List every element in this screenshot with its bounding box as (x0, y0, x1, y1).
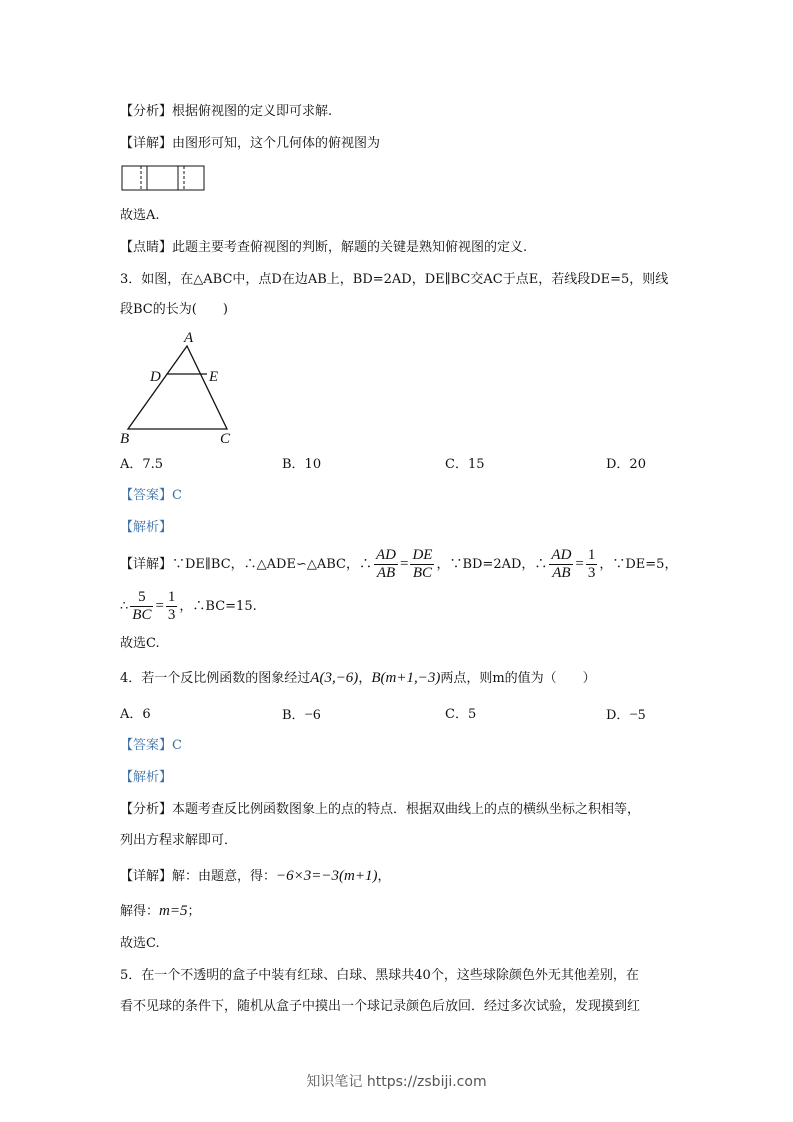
q4-answer: 【答案】C (120, 738, 182, 753)
q4-point-b: B(m+1,−3) (371, 670, 441, 686)
q4-point-a: A(3,−6) (310, 670, 359, 686)
q3-choice: 故选C. (120, 636, 160, 651)
q2-comment: 【点睛】此题主要考查俯视图的判断，解题的关键是熟知俯视图的定义. (120, 240, 528, 255)
q2-analysis: 【分析】根据俯视图的定义即可求解. (120, 104, 333, 119)
q4-option-b: B．−6 (282, 707, 321, 723)
q4-choice: 故选C. (120, 936, 160, 951)
q4-analysis-line1: 【分析】本题考查反比例函数图象上的点的特点．根据双曲线上的点的横纵坐标之积相等， (120, 802, 641, 817)
q5-stem-line1: 5．在一个不透明的盒子中装有红球、白球、黑球共40个，这些球除颜色外无其他差别，在 (120, 968, 639, 983)
q3-detail-line1: 【详解】∵DE∥BC，∴△ADE∽△ABC，∴ $\frac{AD}{AB}$ = $\frac{DE}{BC}$ ，∵BD=2AD，∴ $\frac{AD}{AB}$ = $\frac{1}{3}$ ，∵DE=5， (120, 547, 678, 581)
q3-option-d: D．20 (606, 457, 646, 472)
q4-detail-equation: −6×3=−3(m+1) (276, 868, 378, 884)
q4-analysis-line2: 列出方程求解即可． (120, 833, 238, 848)
label-b: B (120, 431, 130, 447)
q3-frac-ad-ab: $\frac{AD}{AB}$ (375, 547, 396, 581)
q4-option-d: D．−5 (606, 707, 646, 723)
q3-stem-line2: 段BC的长为( ) (120, 302, 228, 317)
q4-solve-equation: m=5 (159, 903, 188, 919)
top-view-figure (121, 165, 207, 193)
q4-stem: 4．若一个反比例函数的图象经过A(3,−6)，B(m+1,−3)两点，则m的值为（ ） (120, 670, 596, 686)
q3-option-a: A．7.5 (120, 457, 164, 472)
label-a: A (184, 330, 194, 346)
label-e: E (209, 369, 219, 385)
q4-jiexi: 【解析】 (120, 770, 173, 785)
q3-option-c: C．15 (445, 457, 485, 472)
q2-choice: 故选A. (120, 208, 160, 223)
q3-detail-line2: ∴ $\frac{5}{BC}$ = $\frac{1}{3}$ ，∴BC=15. (120, 589, 257, 623)
q3-frac-5-bc: $\frac{5}{BC}$ (132, 589, 152, 623)
q4-detail: 【详解】解：由题意，得：−6×3=−3(m+1)， (120, 868, 391, 884)
q4-option-c: C．5 (445, 707, 477, 722)
triangle-figure (112, 326, 242, 451)
q3-frac-ad-ab-2: $\frac{AD}{AB}$ (551, 547, 572, 581)
q3-detail-prefix: 【详解】∵DE∥BC，∴△ADE∽△ABC，∴ (120, 557, 372, 572)
q3-answer: 【答案】C (120, 488, 182, 503)
q4-solve: 解得：m=5； (120, 903, 201, 919)
q3-frac-one-third-2: $\frac{1}{3}$ (167, 589, 176, 623)
q2-detail: 【详解】由图形可知，这个几何体的俯视图为 (120, 136, 381, 151)
q3-frac-de-bc: $\frac{DE}{BC}$ (412, 547, 433, 581)
q3-jiexi: 【解析】 (120, 520, 173, 535)
q5-stem-line2: 看不见球的条件下，随机从盒子中摸出一个球记录颜色后放回．经过多次试验，发现摸到红 (120, 999, 641, 1014)
q3-frac-one-third: $\frac{1}{3}$ (587, 547, 596, 581)
label-d: D (150, 369, 161, 385)
page-footer: 知识笔记 https://zsbiji.com (306, 1074, 487, 1090)
q4-option-a: A．6 (120, 707, 151, 722)
q3-stem-line1: 3．如图，在△ABC中，点D在边AB上，BD=2AD，DE∥BC交AC于点E，若线段DE=5，则线 (120, 272, 669, 287)
label-c: C (220, 431, 231, 447)
q3-option-b: B．10 (282, 457, 322, 472)
